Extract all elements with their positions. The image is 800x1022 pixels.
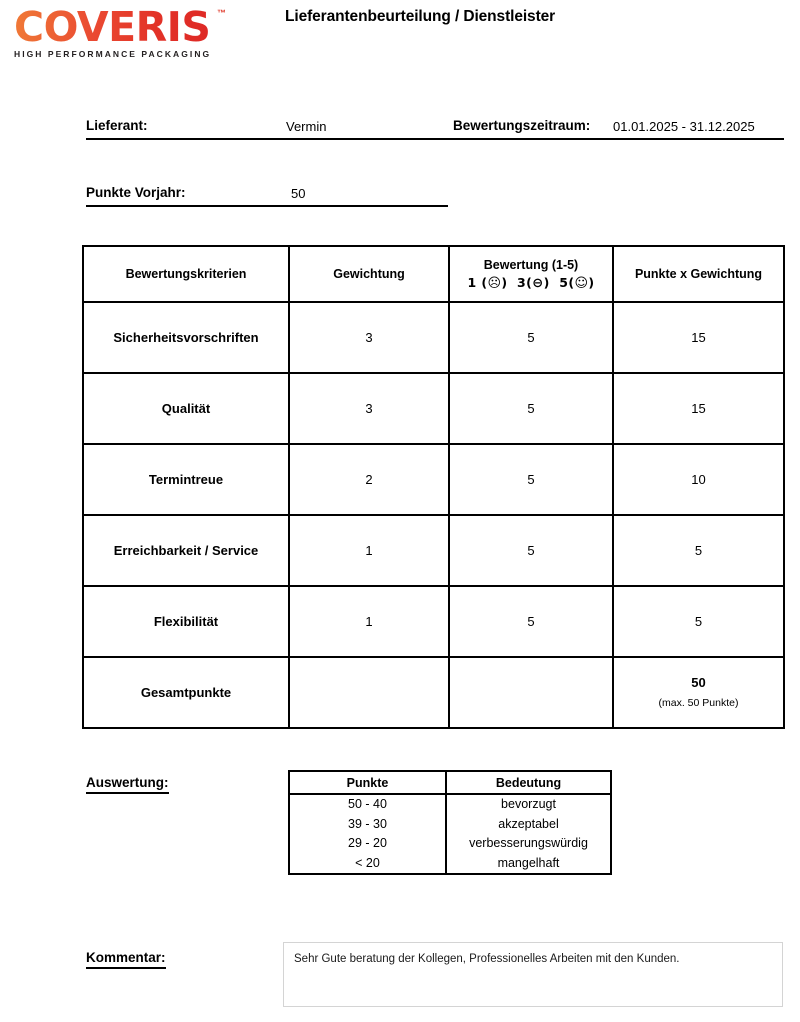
comment-field[interactable]: [283, 942, 783, 1007]
scale-3-paren-close: ): [543, 274, 560, 290]
evaluation-label: Auswertung:: [86, 775, 169, 794]
period-value[interactable]: 01.01.2025 - 31.12.2025: [613, 119, 755, 134]
row-criteria: Qualität: [83, 373, 289, 444]
row-criteria: Sicherheitsvorschriften: [83, 302, 289, 373]
legend-header-meaning: Bedeutung: [446, 771, 611, 794]
table-header-row: [83, 246, 784, 302]
previous-year-points-row: [86, 185, 448, 207]
total-points-note: (max. 50 Punkte): [658, 697, 739, 709]
legend-points-value: 50 - 40: [348, 797, 387, 811]
smiling-face-icon: ☺: [574, 275, 589, 291]
row-rating[interactable]: 5: [449, 515, 613, 586]
logo-wordmark: COVERIS: [14, 6, 224, 48]
scale-1-paren: (: [476, 274, 488, 290]
table-row: [83, 373, 784, 444]
comment-text: Sehr Gute beratung der Kollegen, Professionelles Arbeiten mit den Kunden.: [294, 953, 680, 965]
legend-meaning-value: akzeptabel: [498, 816, 559, 831]
period-label: Bewertungszeitraum:: [453, 118, 591, 133]
table-row: [83, 444, 784, 515]
legend-body-row: [289, 794, 611, 874]
header-points: Punkte x Gewichtung: [613, 246, 784, 302]
row-rating[interactable]: 5: [449, 373, 613, 444]
legend-meaning-value: verbesserungswürdig: [469, 836, 588, 850]
header-criteria: Bewertungskriterien: [83, 246, 289, 302]
total-points-value: 50: [691, 675, 706, 690]
table-row: [83, 302, 784, 373]
supplier-value[interactable]: Vermin: [286, 119, 327, 134]
legend-points-value: 29 - 20: [348, 836, 387, 850]
total-rating: [449, 657, 613, 728]
total-row: [83, 657, 784, 728]
header-weighting: Gewichtung: [289, 246, 449, 302]
rating-scale-legend: [450, 275, 612, 292]
supplier-label: Lieferant:: [86, 118, 148, 133]
scale-5-paren-close: ): [588, 274, 595, 290]
row-points: 5: [613, 586, 784, 657]
total-points-cell: [613, 657, 784, 728]
evaluation-criteria-table: [82, 245, 785, 729]
row-points: 10: [613, 444, 784, 515]
row-rating[interactable]: 5: [449, 444, 613, 515]
row-weighting[interactable]: 2: [289, 444, 449, 515]
row-points: 5: [613, 515, 784, 586]
evaluation-legend-table: [288, 770, 612, 875]
legend-header-points: Punkte: [289, 771, 446, 794]
neutral-face-icon: ⊖: [532, 275, 544, 291]
scale-3-paren: (: [526, 274, 533, 290]
total-weighting: [289, 657, 449, 728]
row-weighting[interactable]: 3: [289, 302, 449, 373]
scale-5-paren: (: [568, 274, 575, 290]
row-rating[interactable]: 5: [449, 302, 613, 373]
total-label: Gesamtpunkte: [83, 657, 289, 728]
row-criteria: Termintreue: [83, 444, 289, 515]
previous-year-points-value[interactable]: 50: [291, 186, 306, 201]
table-row: [83, 586, 784, 657]
trademark-symbol: ™: [217, 8, 226, 18]
header-rating: [449, 246, 613, 302]
header-rating-label: Bewertung (1-5): [483, 257, 579, 272]
row-weighting[interactable]: 1: [289, 586, 449, 657]
scale-3-number: 3: [517, 274, 527, 290]
previous-year-row-rule: [86, 205, 448, 207]
supplier-row-rule: [86, 138, 784, 140]
row-rating[interactable]: 5: [449, 586, 613, 657]
comment-label: Kommentar:: [86, 950, 166, 969]
legend-points-value: < 20: [355, 855, 380, 870]
previous-year-points-label: Punkte Vorjahr:: [86, 185, 186, 200]
legend-points-column: [289, 794, 446, 874]
supplier-info-row: [86, 118, 784, 140]
legend-meaning-value: mangelhaft: [497, 855, 560, 870]
logo-tagline: HIGH PERFORMANCE PACKAGING: [14, 49, 212, 59]
row-weighting[interactable]: 3: [289, 373, 449, 444]
row-weighting[interactable]: 1: [289, 515, 449, 586]
row-criteria: Erreichbarkeit / Service: [83, 515, 289, 586]
scale-1-number: 1: [467, 274, 477, 290]
scale-5-number: 5: [559, 274, 569, 290]
scale-1-paren-close: ): [501, 274, 518, 290]
coveris-logo: [14, 3, 226, 59]
legend-header-row: [289, 771, 611, 794]
row-points: 15: [613, 302, 784, 373]
table-row: [83, 515, 784, 586]
page-title: Lieferantenbeurteilung / Dienstleister: [285, 8, 556, 25]
row-criteria: Flexibilität: [83, 586, 289, 657]
legend-points-value: 39 - 30: [348, 816, 387, 831]
row-points: 15: [613, 373, 784, 444]
legend-meaning-column: [446, 794, 611, 874]
legend-meaning-value: bevorzugt: [501, 797, 556, 811]
table-body: [83, 302, 784, 728]
frowning-face-icon: ☹: [487, 275, 502, 291]
